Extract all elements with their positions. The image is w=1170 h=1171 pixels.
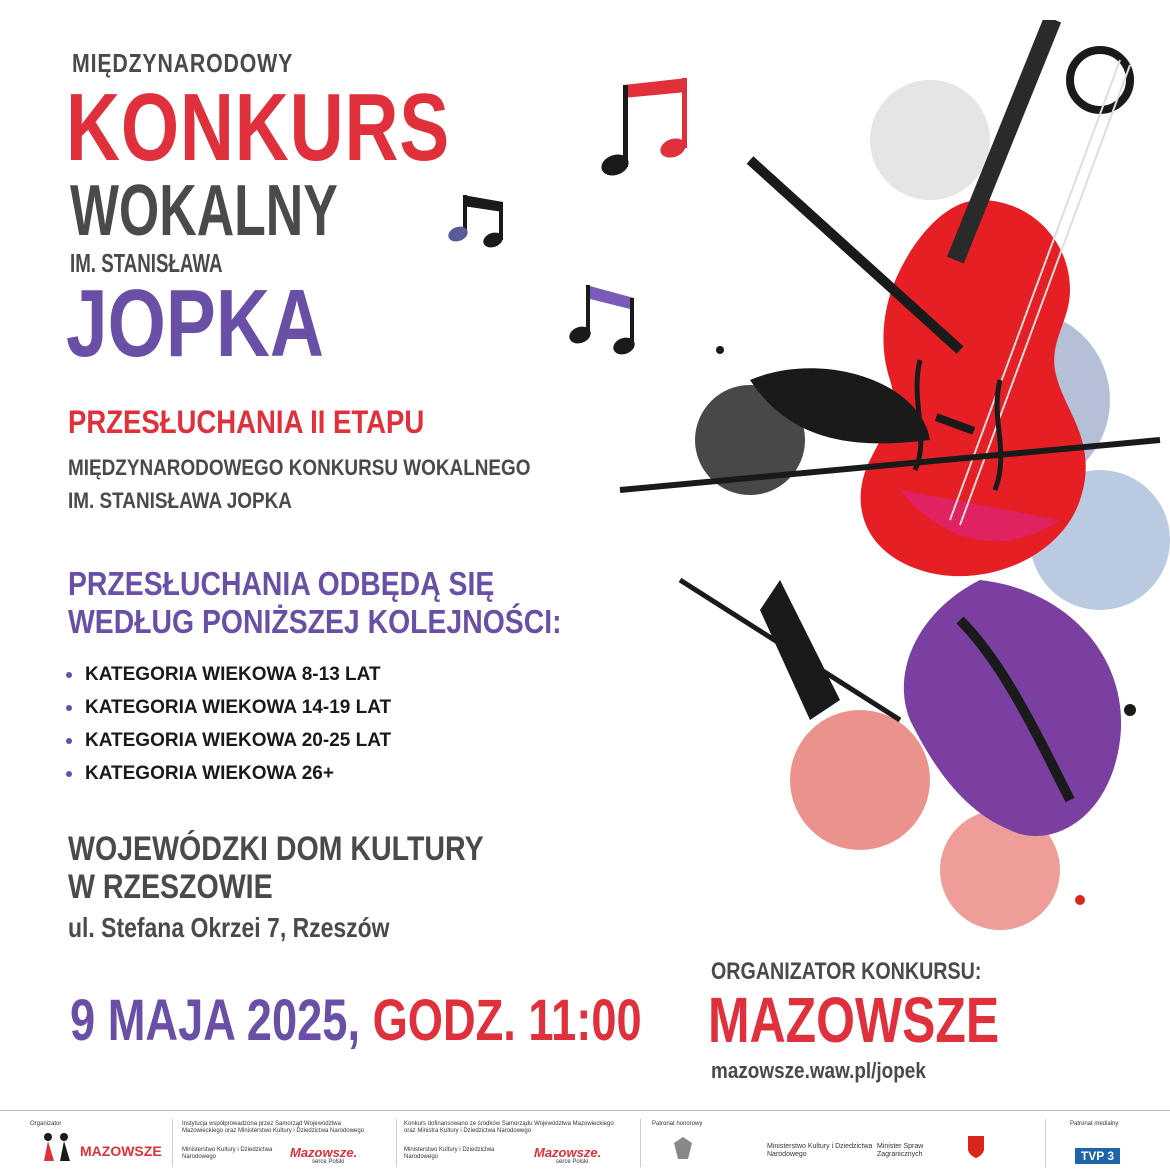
- tvp3-logo: TVP 3: [1075, 1148, 1120, 1164]
- list-item: KATEGORIA WIEKOWA 20-25 LAT: [66, 724, 391, 757]
- list-item: KATEGORIA WIEKOWA 8-13 LAT: [66, 658, 391, 691]
- footer-logos: [0, 1110, 1170, 1171]
- event-time: GODZ. 11:00: [372, 988, 642, 1053]
- order-heading-2: WEDŁUG PONIŻSZEJ KOLEJNOŚCI:: [68, 603, 562, 640]
- mazowsze-brand-logo: Mazowsze.: [290, 1145, 358, 1160]
- section-subtitle-1: MIĘDZYNARODOWEGO KONKURSU WOKALNEGO: [68, 455, 531, 480]
- footer-caption: Patronat medialny: [1070, 1121, 1119, 1127]
- footer-funding: [404, 1111, 634, 1171]
- ministry-logo: Ministerstwo Kultury i Dziedzictwa Narodowego: [404, 1147, 495, 1160]
- heading-im-stanislawa: IM. STANISŁAWA: [70, 248, 223, 278]
- category-list: [66, 658, 391, 790]
- footer-organizer: [30, 1111, 170, 1171]
- footer-mazowsze-logo: MAZOWSZE: [80, 1143, 162, 1159]
- eagle-emblem-icon: [672, 1135, 694, 1161]
- ministry-logo: Ministerstwo Kultury i Dziedzictwa Narodowego: [182, 1147, 273, 1160]
- organizer-url[interactable]: mazowsze.waw.pl/jopek: [711, 1058, 926, 1083]
- mazowsze-tagline: serce Polski: [556, 1159, 589, 1165]
- bullet-icon: [66, 738, 72, 744]
- event-day: 9 MAJA 2025,: [70, 988, 361, 1053]
- bullet-icon: [66, 705, 72, 711]
- venue-address: ul. Stefana Okrzei 7, Rzeszów: [68, 912, 390, 943]
- heading-line-1: MIĘDZYNARODOWY: [72, 48, 294, 78]
- dancers-icon: [38, 1131, 74, 1165]
- footer-caption: Instytucja współprowadzona przez Samorząd Województwa Mazowieckiego oraz Ministerstwo Kultury i Dziedzictwa Narodowego: [182, 1121, 365, 1134]
- venue-line-1: WOJEWÓDZKI DOM KULTURY: [68, 830, 484, 868]
- bullet-icon: [66, 771, 72, 777]
- order-heading-1: PRZESŁUCHANIA ODBĘDĄ SIĘ: [68, 565, 495, 602]
- heading-jopka: JOPKA: [66, 270, 324, 377]
- organizer-name: MAZOWSZE: [708, 984, 1000, 1056]
- music-note-black-icon: [445, 190, 515, 255]
- mazowsze-tagline: serce Polski: [312, 1159, 345, 1165]
- footer-caption: Organizator: [30, 1121, 62, 1127]
- patron-ministry-logo: Ministerstwo Kultury i Dziedzictwa Narodowego: [767, 1143, 873, 1158]
- footer-patrons: [652, 1111, 1032, 1171]
- list-item: KATEGORIA WIEKOWA 14-19 LAT: [66, 691, 391, 724]
- heading-konkurs: KONKURS: [66, 74, 451, 181]
- coat-of-arms-icon: [967, 1135, 985, 1159]
- mazowsze-brand-logo: Mazowsze.: [534, 1145, 602, 1160]
- bullet-icon: [66, 672, 72, 678]
- section-title: PRZESŁUCHANIA II ETAPU: [68, 404, 425, 440]
- patron-msz-logo: Minister Spraw Zagranicznych: [877, 1143, 924, 1158]
- organizer-label: ORGANIZATOR KONKURSU:: [711, 958, 982, 985]
- footer-institution: [182, 1111, 392, 1171]
- list-item: KATEGORIA WIEKOWA 26+: [66, 757, 391, 790]
- heading-wokalny: WOKALNY: [70, 171, 338, 251]
- footer-caption: Patronat honorowy: [652, 1121, 703, 1127]
- event-date: [70, 990, 642, 1052]
- footer-caption: Konkurs dofinansowano ze środków Samorządu Województwa Mazowieckiego oraz Ministra Kultury i Dziedzictwa Narodowego: [404, 1121, 614, 1134]
- section-subtitle-2: IM. STANISŁAWA JOPKA: [68, 488, 292, 513]
- violin-illustration: [600, 20, 1170, 980]
- venue-line-2: W RZESZOWIE: [68, 868, 273, 906]
